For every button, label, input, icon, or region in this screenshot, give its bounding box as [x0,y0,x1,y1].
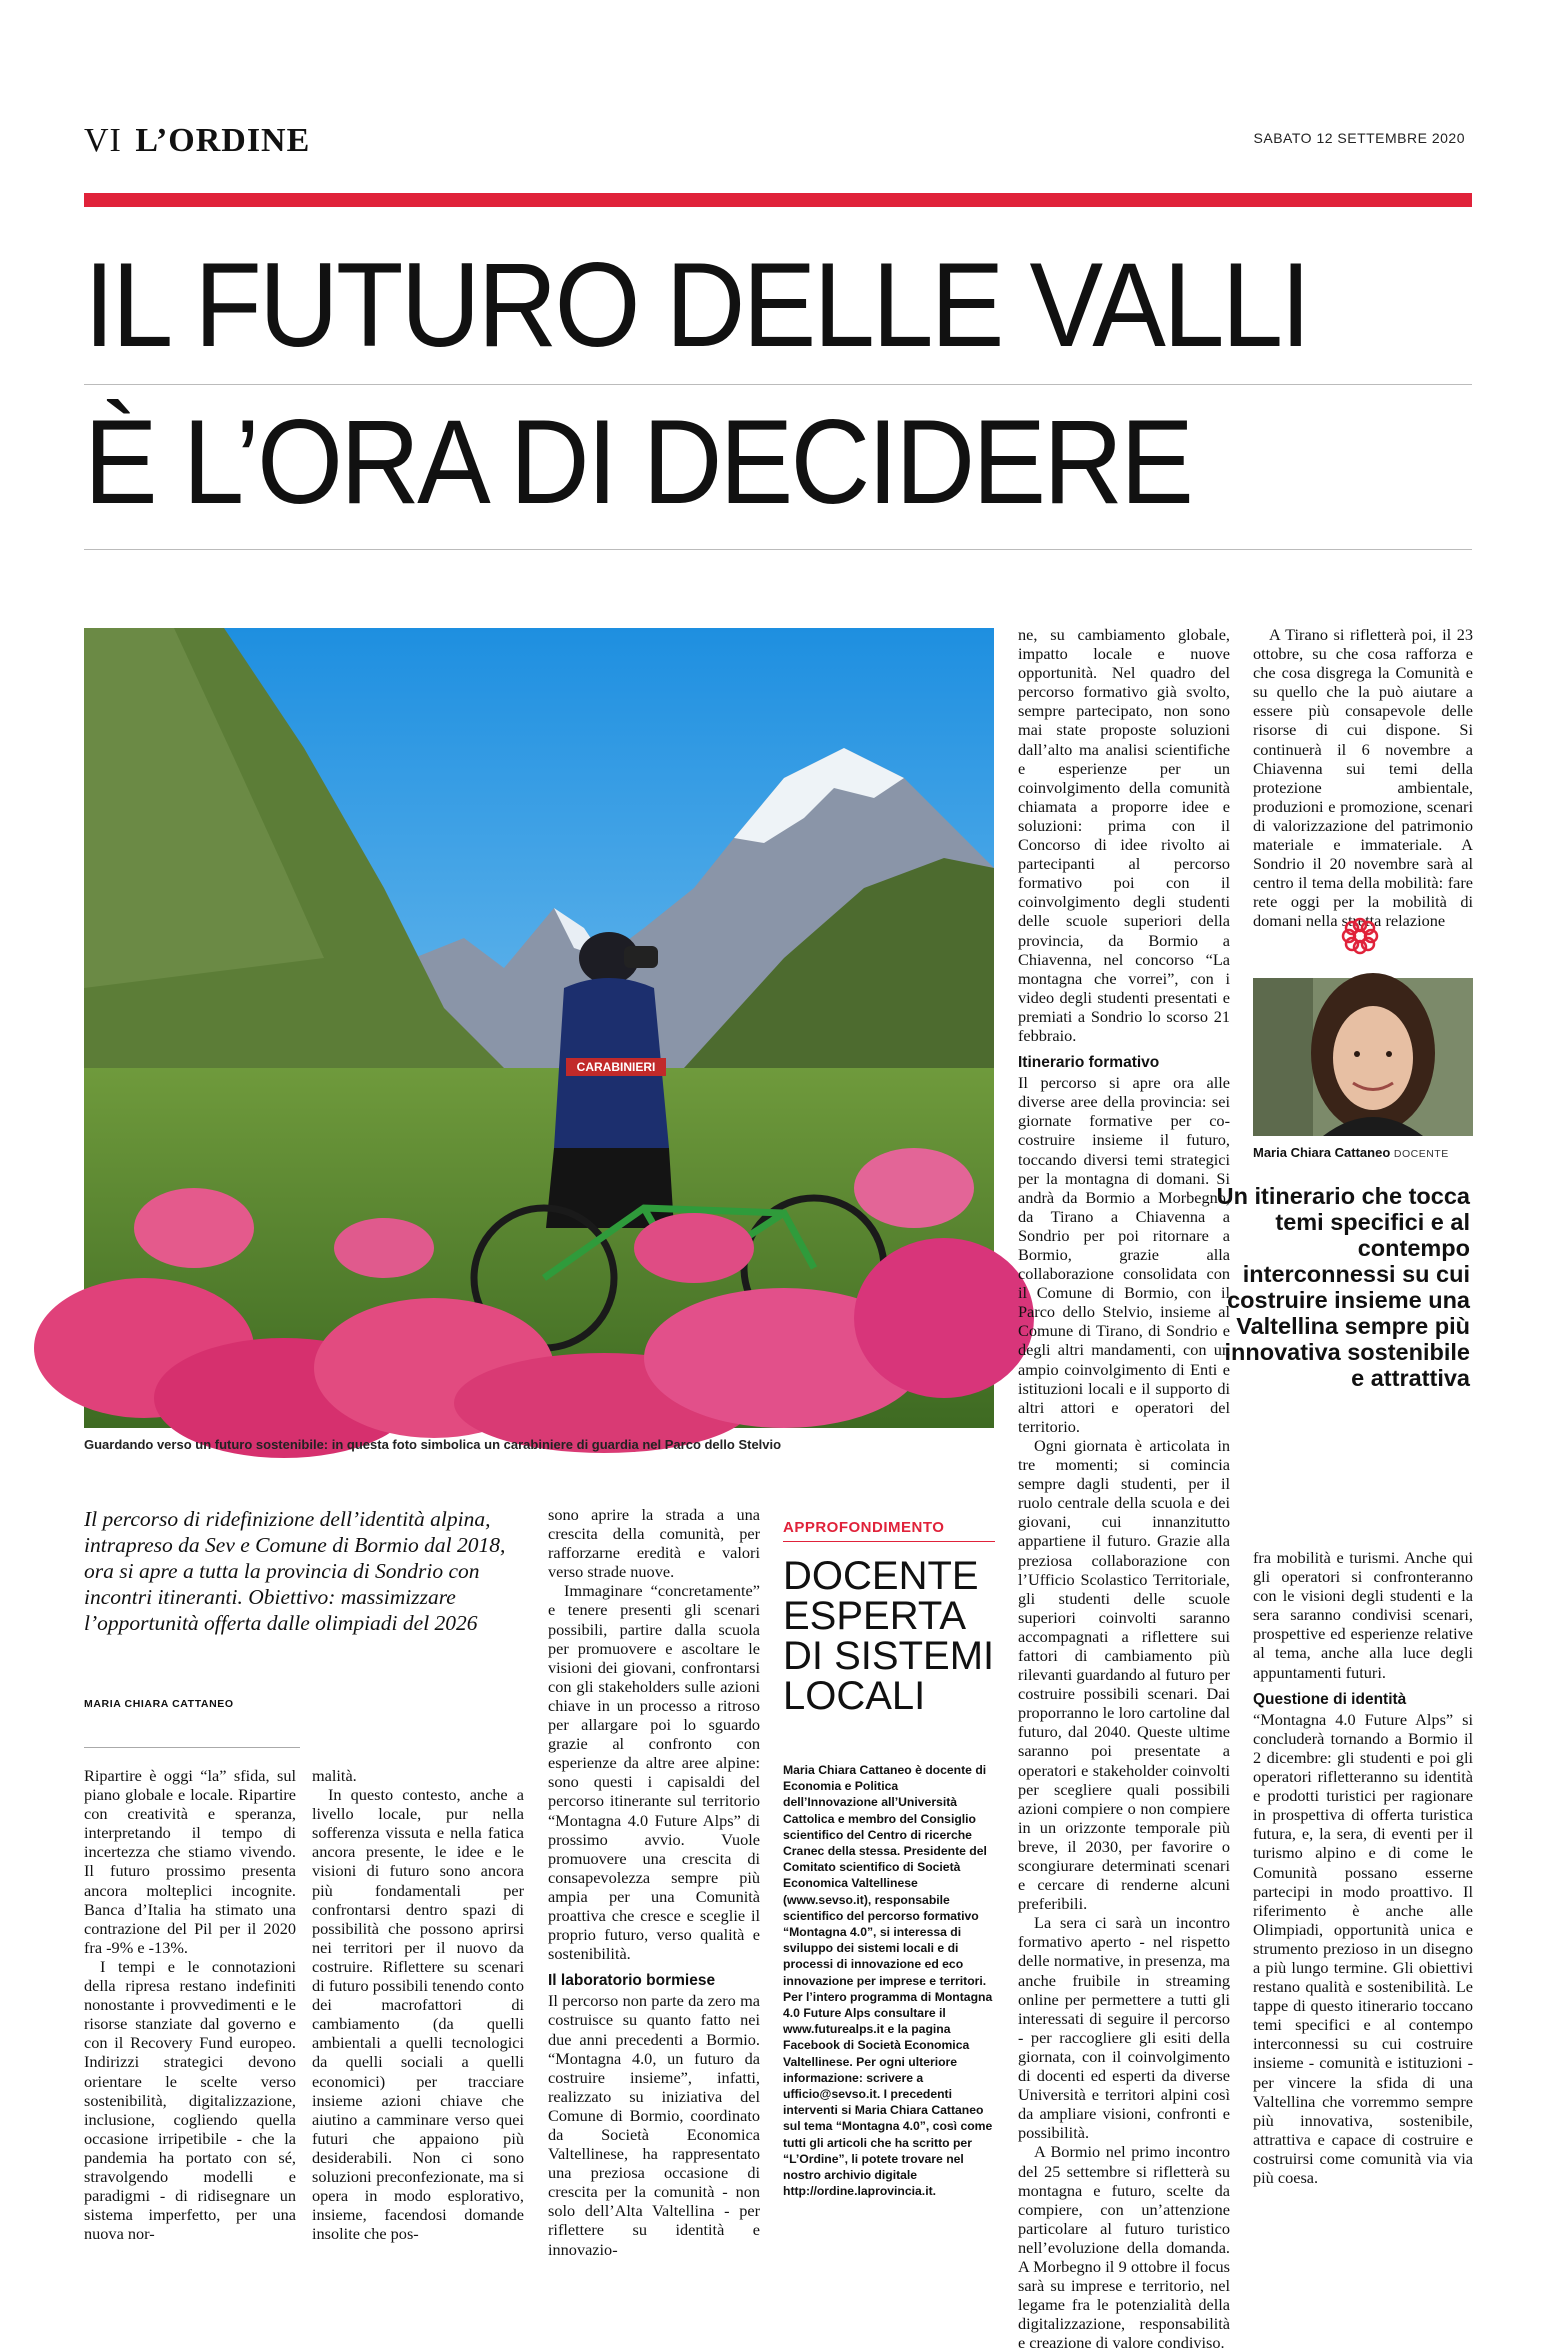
issue-date: SABATO 12 SETTEMBRE 2020 [1253,130,1465,146]
headline-bottom-rule [84,549,1472,550]
sidebar-label: APPROFONDIMENTO [783,1519,945,1536]
paragraph: Ripartire è oggi “la” sfida, sul piano globale e locale. Ripartire con creatività e speranza, interpretando il tempo di incertezza che stiamo vivendo. Il futuro prossimo presenta ancora molteplici incognite. Banca d’Italia ha stimato una contrazione del Pil per il 2020 fra -9% e -13%. [84,1766,296,1957]
article-column-3 [548,1505,760,2259]
article-column-5-top [1253,625,1473,931]
subheading: Questione di identità [1253,1690,1407,1708]
sidebar-title: DOCENTE ESPERTA DI SISTEMI LOCALI [783,1554,995,1718]
article-column-1 [84,1766,296,2243]
paragraph: A Tirano si rifletterà poi, il 23 ottobre, su che cosa rafforza e che cosa disgrega la Comunità e su quello che la può aiutare a essere più consapevole delle risorse di cui dispone. Si continuerà il 6 novembre a Chiavenna sui temi della protezione ambientale, produzioni e promozione, scenari di valorizzazione del patrimonio materiale e immateriale. A Sondrio il 20 novembre sarà al centro il tema della mobilità: fare rete oggi per la mobilità di domani nella stretta relazione [1253,625,1473,931]
article-column-4 [1018,625,1230,2352]
article-column-5-bottom [1253,1548,1473,2187]
paragraph: La sera ci sarà un incontro formativo aperto - nel rispetto delle normative, in presenza, ma anche fruibile in streaming online per permettere a tutti gli interessati di seguire il percorso - per raccogliere gli esiti della giornata, con il coinvolgimento di docenti ed esperti da diverse Università e territori alpini così da ampliare visioni, confronti e possibilità. [1018,1913,1230,2143]
jersey-text: CARABINIERI [576,1060,656,1074]
byline-divider [84,1747,300,1748]
page-number: VI [84,122,122,159]
paragraph: fra mobilità e turismi. Anche qui gli operatori si confronteranno con le visioni degli studenti e la sera saranno condivisi scenari, prospettive ed esperienze relative al tema, anche alla luce degli appuntamenti futuri. [1253,1548,1473,1682]
sidebar-body: Maria Chiara Cattaneo è docente di Economia e Politica dell’Innovazione all’Università Cattolica e membro del Consiglio scientifico del Centro di ricerche Cranec della stessa. Presidente del Comitato scientifico di Società Economica Valtellinese (www.sevso.it), responsabile scientifico del percorso formativo “Montagna 4.0”, si interessa di sviluppo dei sistemi locali e di processi di innovazione ed eco innovazione per imprese e territori. Per l’intero programma di Montagna 4.0 Future Alps consultare il www.futurealps.it e la pagina Facebook di Società Economica Valtellinese. Per ogni ulteriore informazione: scrivere a ufficio@sevso.it. I precedenti interventi si Maria Chiara Cattaneo sul tema “Montagna 4.0”, così come tutti gli articoli che ha scritto per “L’Ordine”, li potete trovare nel nostro archivio digitale http://ordine.laprovincia.it. [783,1763,993,2199]
headline-line-2: È L’ORA DI DECIDERE [84,395,1192,529]
paragraph: malità. [312,1766,357,1785]
byline: MARIA CHIARA CATTANEO [84,1698,234,1710]
newspaper-name: L’ORDINE [135,122,311,159]
subheading: Itinerario formativo [1018,1054,1160,1072]
pull-quote: Un itinerario che tocca temi specifici e al contempo interconnessi su cui costruire insieme una Valtellina sempre più innovativa sostenibile e attrattiva [1216,1183,1470,1391]
paragraph: In questo contesto, anche a livello locale, pur nella sofferenza vissuta e nella fatica ancora presente, le idee e le visioni di futuro sono ancora più fondamentali per confrontarsi dentro spazi di possibilità che possono aprirsi nei territori per il nuovo da costruire. Riflettere su scenari di futuro possibili tenendo conto dei macrofattori di cambiamento (da quelli ambientali a quelli tecnologici da quelli sociali a quelli economici) per tracciare insieme azioni chiave che aiutino a camminare verso quei futuri che appaiono più desiderabili. Non ci sono soluzioni preconfezionate, ma si opera in modo esplorativo, insieme, facendosi domande insolite che pos- [312,1785,524,2244]
main-photo [84,628,994,1428]
paragraph: “Montagna 4.0 Future Alps” si concluderà tornando a Bormio il 2 dicembre: gli studenti e poi gli operatori rifletteranno su identità e prodotti turistici per ragionare in prospettiva di offerta turistica futura, e, la sera, di eventi per il turismo alpino e di come le Comunità possano esserne partecipi in modo proattivo. Il riferimento è anche alle Olimpiadi, opportunità unica e strumento prezioso in un disegno a più lungo termine. Gli obiettivi restano qualità e sostenibilità. Le tappe di questo itinerario toccano temi specifici e al contempo interconnessi su cui costruire insieme - comunità e istituzioni - per vincere la sfida di una Valtellina che vorremmo sempre più innovativa, sostenibile, attrattiva e capace di costruire e costruirsi come comunità via via più coesa. [1253,1709,1473,2187]
subheading: Il laboratorio bormiese [548,1972,716,1990]
paragraph: Immaginare “concretamente” e tenere presenti gli scenari possibili, partire dalla scuola per promuovere e ascoltare le visioni dei giovani, confrontarsi con gli stakeholders sulle azioni chiave in un processo a ritroso per allargare poi lo sguardo grazie al confronto con esperienze da altre aree alpine: sono questi i capisaldi del percorso itinerante sul territorio “Montagna 4.0 Future Alps” di prossimo avvio. Vuole promuovere una crescita di consapevolezza sempre più ampia per una Comunità proattiva che cresce e sceglie il proprio futuro, verso qualità e sostenibilità. [548,1581,760,1964]
paragraph: A Bormio nel primo incontro del 25 settembre si rifletterà su montagna e futuro, scelte da compiere, con un’attenzione particolare al futuro turistico nell’evoluzione della domanda. A Morbegno il 9 ottobre il focus sarà su imprese e territorio, nel legame fra le potenzialità della digitalizzazione, responsabilità e creazione di valore condiviso. [1018,2142,1230,2352]
article-deck: Il percorso di ridefinizione dell’identità alpina, intrapreso da Sev e Comune di Bormio dal 2018, ora si apre a tutta la provincia di Sondrio con incontri itineranti. Obiettivo: massimizzare l’opportunità offerta dalle olimpiadi del 2026 [84,1507,506,1635]
mountain-cyclist-illustration [84,628,994,1428]
header-red-bar [84,193,1472,207]
author-name: Maria Chiara Cattaneo [1253,1145,1391,1160]
paragraph: ne, su cambiamento globale, impatto locale e nuove opportunità. Nel quadro del percorso formativo già svolto, sempre partecipato, non sono mai state proposte soluzioni dall’alto ma analisi scientifiche e esperienze per un coinvolgimento della comunità chiamata a proporre idee e soluzioni: prima con il Concorso di idee rivolto ai partecipanti al percorso formativo poi con il coinvolgimento degli studenti delle scuole superiori della provincia, da Bormio a Chiavenna, nel concorso “La montagna che vorrei”, con i video degli studenti presentati e premiati a Sondrio lo scorso 21 febbraio. [1018,625,1230,1045]
paragraph: Il percorso non parte da zero ma costruisce su quanto fatto nei due anni precedenti a Bormio. “Montagna 4.0, un futuro da costruire insieme”, infatti, realizzato su iniziativa del Comune di Bormio, coordinato da Società Economica Valtellinese, ha rappresentato una preziosa occasione di crescita per la comunità - non solo dell’Alta Valtellina - per riflettere su identità e innovazio- [548,1991,760,2259]
paragraph: I tempi e le connotazioni della ripresa restano indefiniti nonostante i provvedimenti e le risorse stanziate dal governo e con il Recovery Fund europeo. Indirizzi strategici devono orientare le scelte verso sostenibilità, digitalizzazione, inclusione, cogliendo quella occasione irripetibile - che la pandemia ha portato con sé, stravolgendo modelli e paradigmi - di ridisegnare un sistema imperfetto, per una nuova nor- [84,1956,296,2244]
author-portrait [1253,978,1473,1136]
paragraph: Ogni giornata è articolata in tre momenti; si comincia sempre dagli studenti, per il ruolo centrale della scuola e dei giovani, cui innanzitutto appartiene il futuro. Grazie alla preziosa collaborazione con l’Ufficio Scolastico Territoriale, gli studenti delle scuole superiori coinvolti saranno accompagnati a riflettere sui fattori di cambiamento più rilevanti guardando al futuro per costruire possibili scenari. Dai proporranno le loro cartoline dal futuro, dal 2040. Queste ultime saranno poi presentate a operatori e stakeholder coinvolti per scegliere quali possibili azioni compiere o non compiere in un orizzonte temporale più breve, il 2030, per favorire o scongiurare determinati scenari e cercare di renderne alcuni preferibili. [1018,1435,1230,1914]
portrait-illustration [1253,978,1473,1136]
masthead [84,122,310,160]
author-role: DOCENTE [1393,1148,1449,1160]
headline-divider [84,384,1472,385]
paragraph: Il percorso si apre ora alle diverse aree della provincia: sei giornate formative per co-costruire insieme il futuro, toccando diversi temi strategici per la montagna di domani. Si andrà da Bormio a Morbegno, da Tirano a Chiavenna a Sondrio per poi ritornare a Bormio, grazie alla collaborazione consolidata con il Comune di Bormio, con il Parco dello Stelvio, insieme al Comune di Tirano, di Sondrio e degli altri mandamenti, con un ampio coinvolgimento di Enti e istituzioni locali e il supporto di altri attori e operatori del territorio. [1018,1073,1230,1436]
rosette-icon [1340,916,1380,956]
headline-line-1: IL FUTURO DELLE VALLI [84,238,1309,372]
paragraph: sono aprire la strada a una crescita della comunità, per rafforzarne eredità e valori verso strade nuove. [548,1505,760,1582]
sidebar-rule [783,1541,995,1542]
portrait-caption [1253,1145,1449,1160]
photo-caption: Guardando verso un futuro sostenibile: in questa foto simbolica un carabiniere di guardia nel Parco dello Stelvio [84,1437,782,1452]
article-column-2 [312,1766,524,2243]
